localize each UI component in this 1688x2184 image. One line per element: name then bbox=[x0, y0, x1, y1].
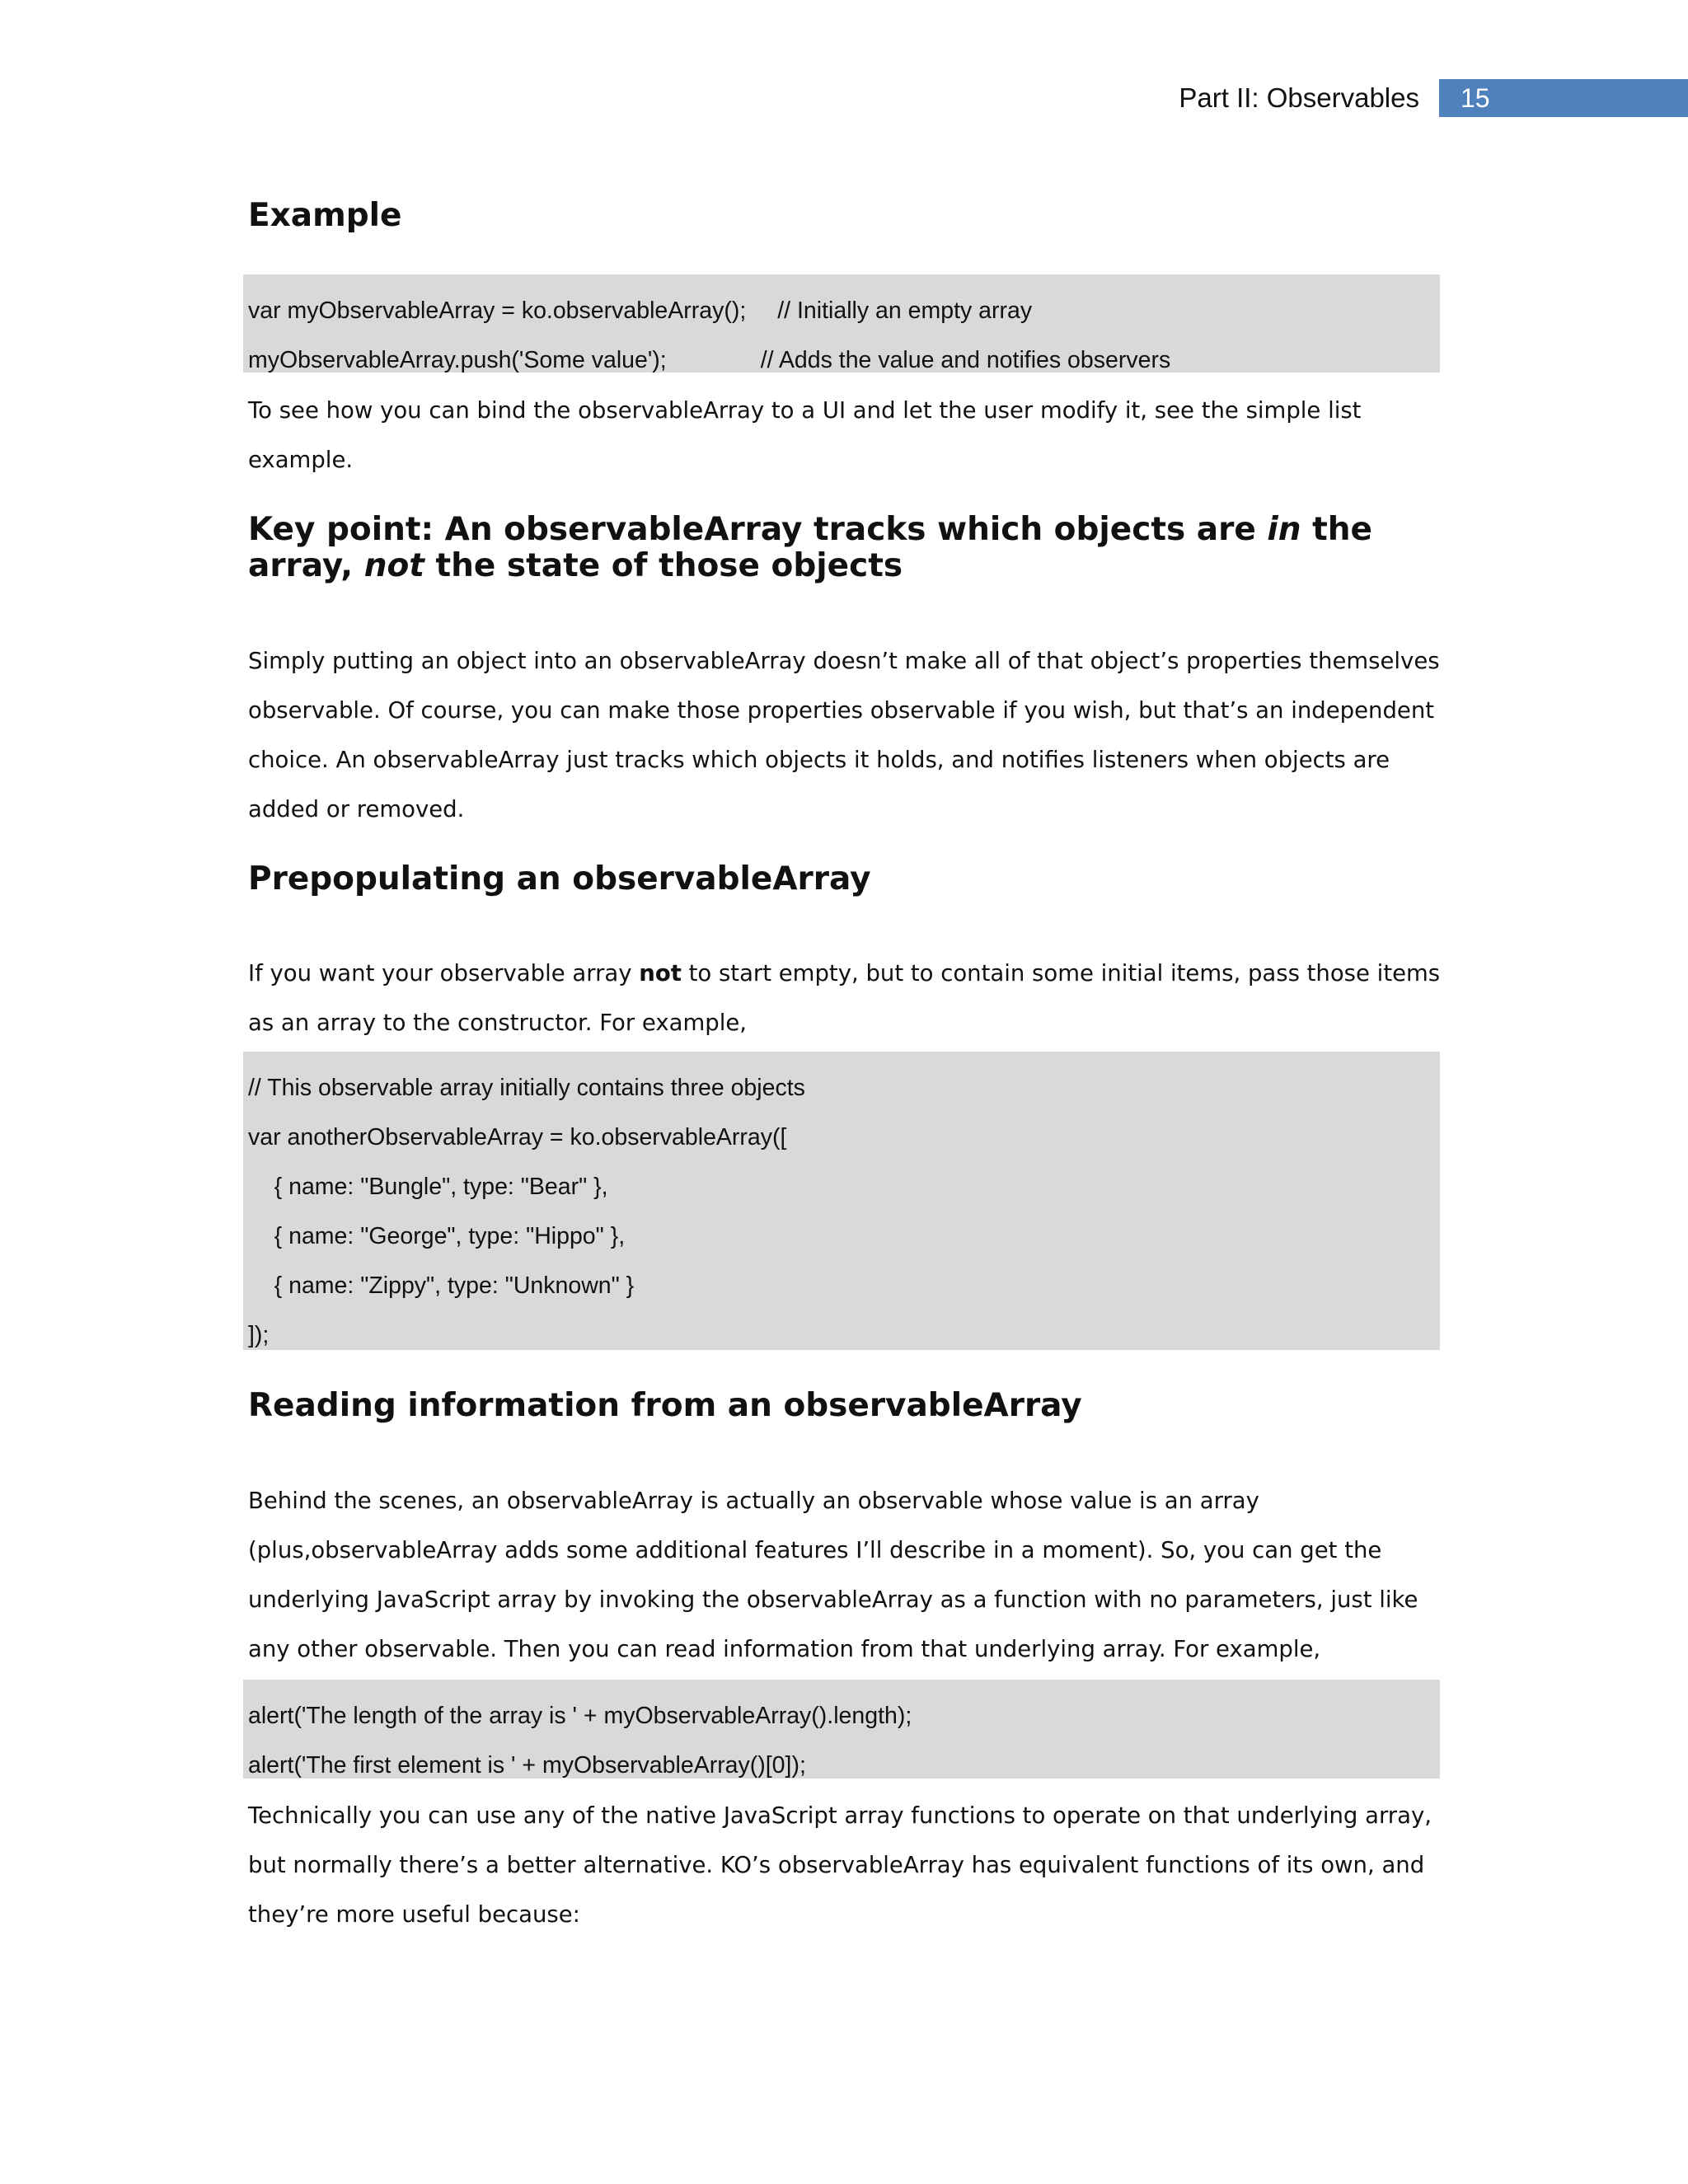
code-block-reading bbox=[243, 1680, 1440, 1779]
paragraph-example-followup: To see how you can bind the observableArray to a UI and let the user modify it, see the simple list example. bbox=[248, 397, 1362, 473]
code-text: var myObservableArray = ko.observableArray(); bbox=[248, 298, 747, 324]
heading-prepopulating: Prepopulating an observableArray bbox=[248, 860, 871, 898]
code-line bbox=[248, 286, 1440, 335]
heading-key-point-em-not: not bbox=[363, 547, 424, 584]
heading-reading: Reading information from an observableArray bbox=[248, 1387, 1082, 1424]
page-number: 15 bbox=[1439, 79, 1688, 117]
heading-key-point bbox=[248, 512, 1443, 584]
code-line: { name: "George", type: "Hippo" }, bbox=[248, 1223, 626, 1249]
code-line bbox=[248, 335, 1440, 373]
heading-key-point-em-in: in bbox=[1267, 511, 1301, 548]
heading-key-point-part3: the state of those objects bbox=[424, 547, 903, 584]
code-comment: // Initially an empty array bbox=[777, 298, 1033, 324]
heading-key-point-part1: Key point: An observableArray tracks which objects are bbox=[248, 511, 1268, 548]
code-line: ]); bbox=[248, 1322, 270, 1348]
code-block-example bbox=[243, 274, 1440, 373]
running-header bbox=[1179, 79, 1688, 117]
code-line: { name: "Zippy", type: "Unknown" } bbox=[248, 1272, 635, 1299]
paragraph-prepopulating-part2: to start empty, but to contain some initial items, pass those items as an array to the constructor. For example, bbox=[248, 960, 1441, 1036]
heading-key-point-part2: the array, bbox=[248, 511, 1372, 584]
code-line: var anotherObservableArray = ko.observableArray([ bbox=[248, 1124, 787, 1151]
heading-example: Example bbox=[248, 197, 402, 234]
running-title: Part II: Observables bbox=[1179, 82, 1419, 113]
paragraph-prepopulating bbox=[248, 949, 1443, 1047]
code-line: // This observable array initially contains three objects bbox=[248, 1075, 805, 1101]
code-line: { name: "Bungle", type: "Bear" }, bbox=[248, 1174, 608, 1200]
code-line: alert('The first element is ' + myObservableArray()[0]); bbox=[248, 1752, 806, 1779]
paragraph-reading: Behind the scenes, an observableArray is actually an observable whose value is an array (plus,observableArray adds some additional features I’ll describe in a moment). So, you can get the underlying JavaScript array by invoking the observableArray as a function with no parameters, just like any other observable. Then you can read information from that underlying array. For example, bbox=[248, 1488, 1418, 1662]
paragraph-key-point: Simply putting an object into an observableArray doesn’t make all of that object’s properties themselves observable. Of course, you can make those properties observable if you wish, but that’s an independent choice. An observableArray just tracks which objects it holds, and notifies listeners when objects are added or removed. bbox=[248, 648, 1440, 823]
code-text: myObservableArray.push('Some value'); bbox=[248, 347, 667, 373]
paragraph-reading-followup: Technically you can use any of the native JavaScript array functions to operate on that underlying array, but normally there’s a better alternative. KO’s observableArray has equivalent functions of its own, and they’re more useful because: bbox=[248, 1802, 1432, 1928]
code-line: alert('The length of the array is ' + myObservableArray().length); bbox=[248, 1703, 912, 1729]
code-comment: // Adds the value and notifies observers bbox=[760, 347, 1171, 373]
code-block-prepopulating bbox=[243, 1052, 1440, 1350]
paragraph-prepopulating-part1: If you want your observable array bbox=[248, 960, 640, 987]
paragraph-prepopulating-bold-not: not bbox=[639, 960, 682, 987]
